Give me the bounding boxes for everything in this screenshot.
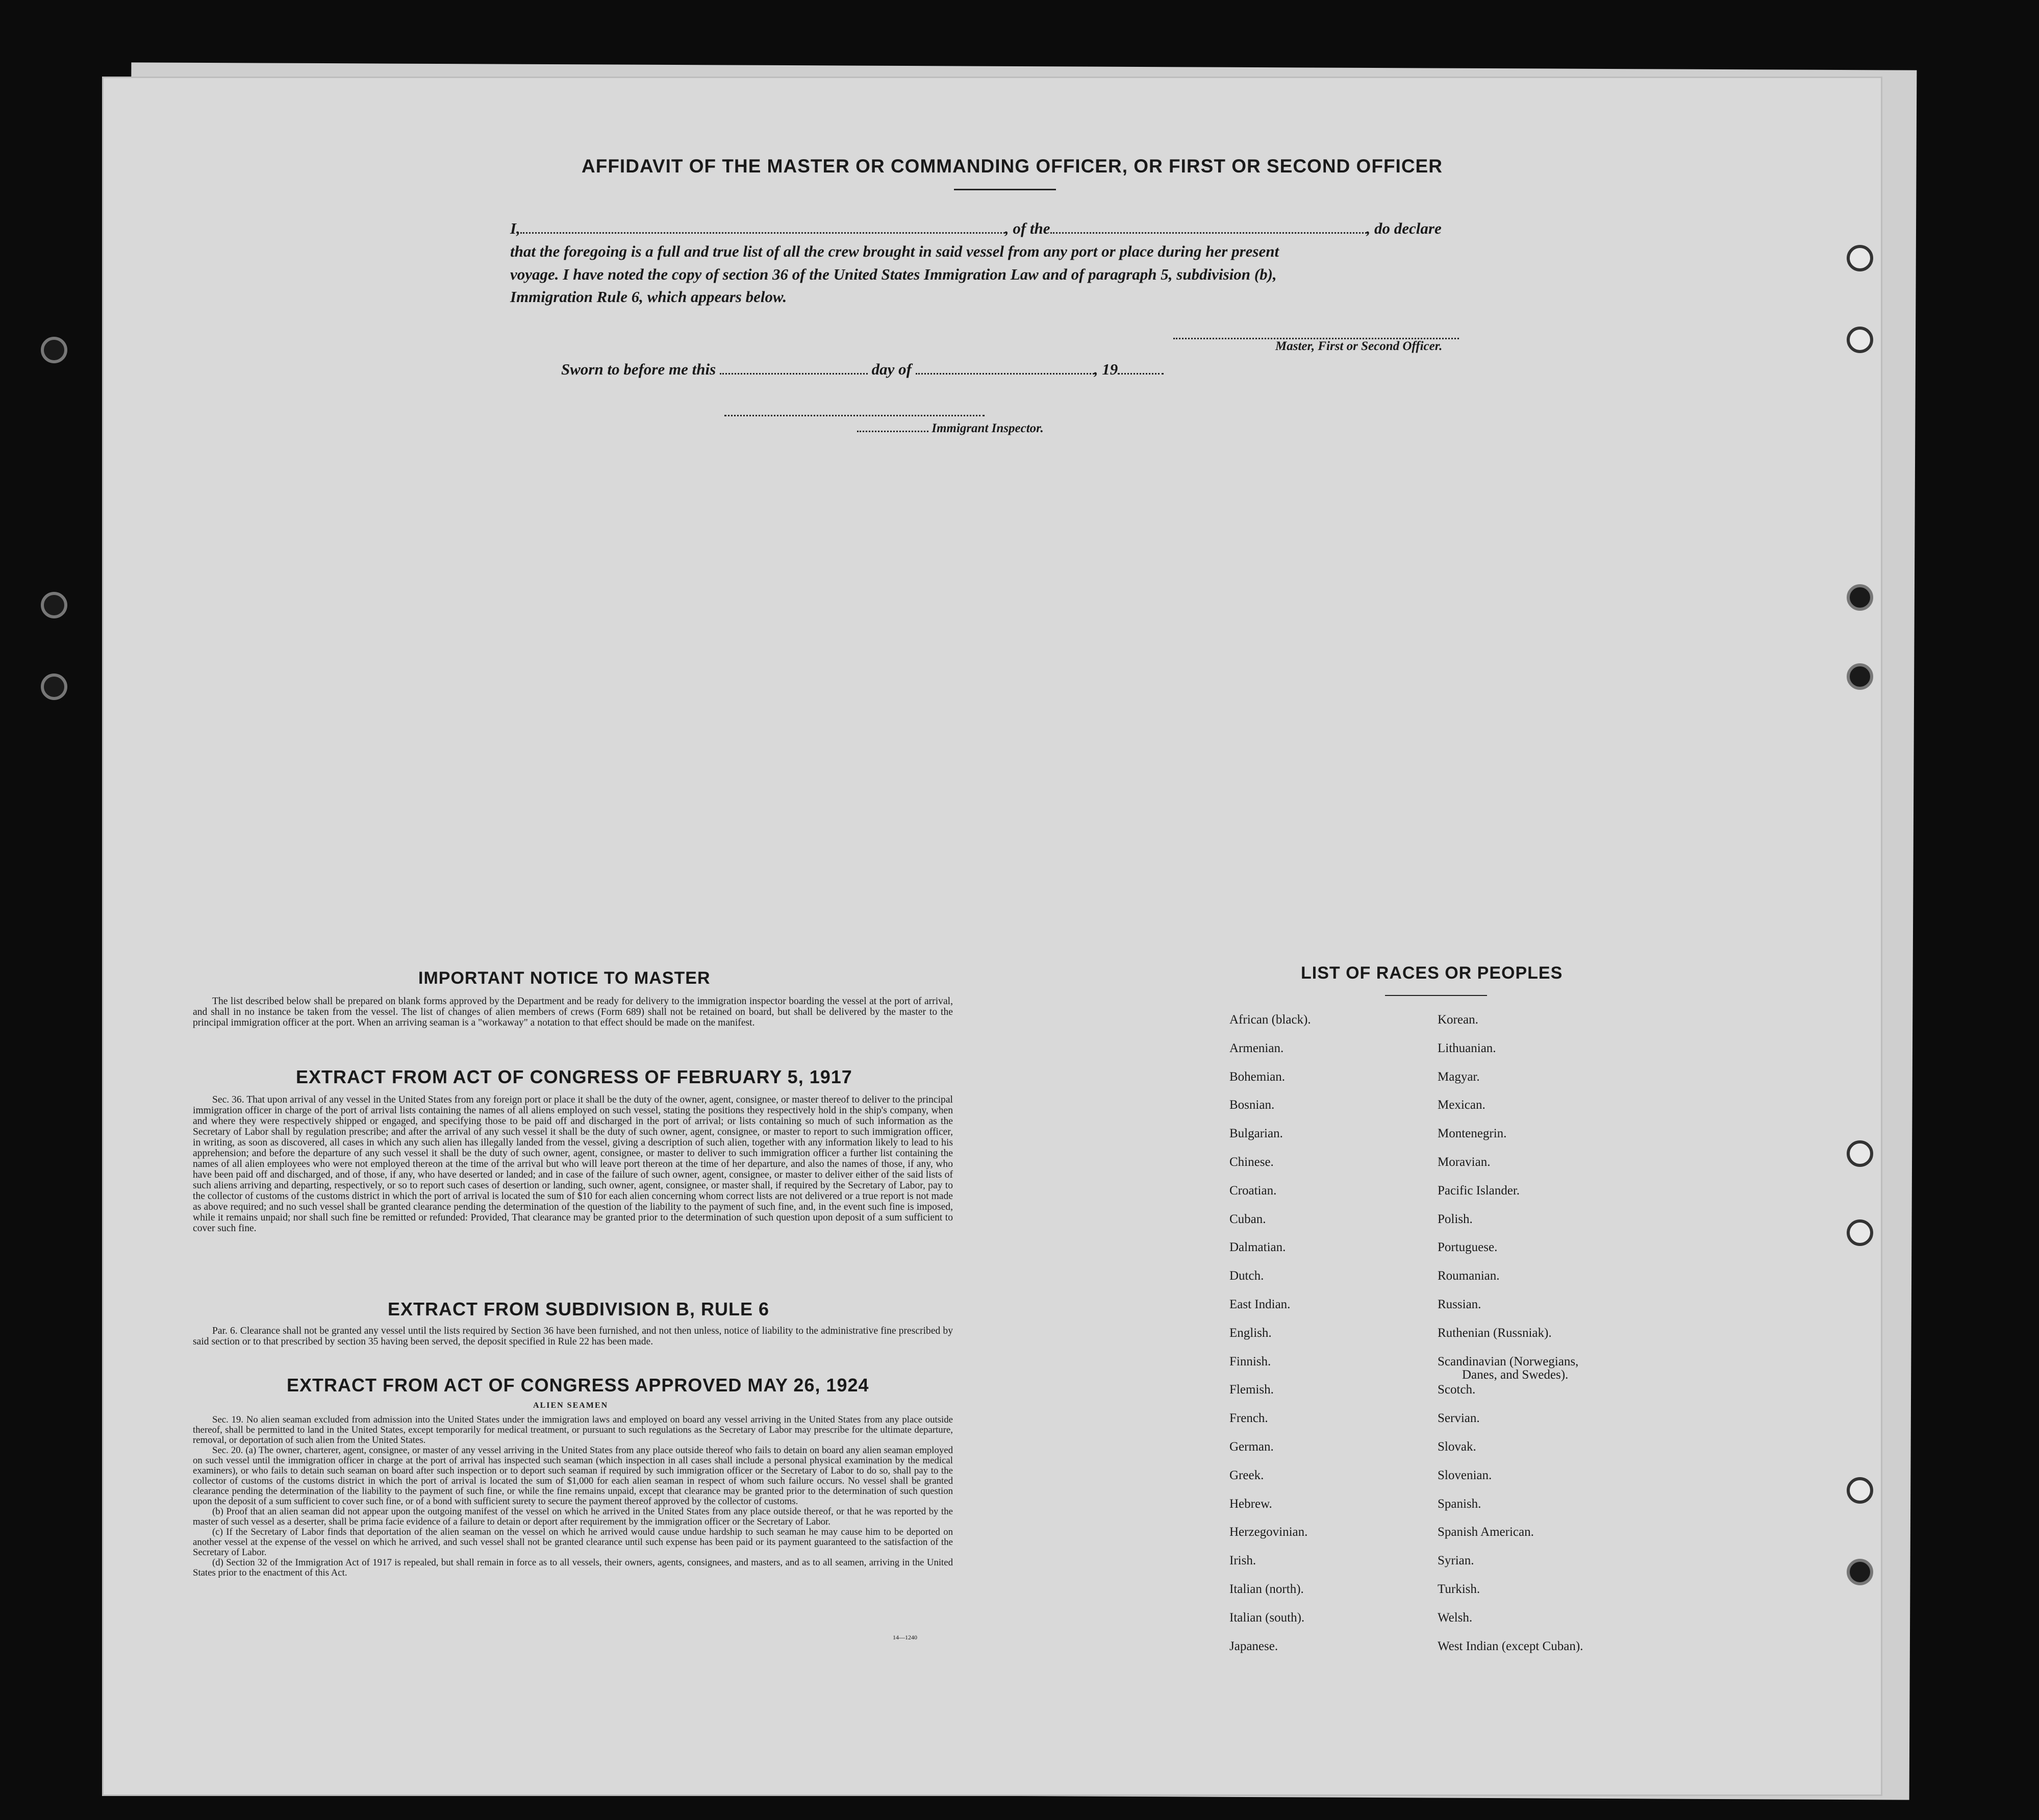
sworn-day-field[interactable] <box>720 363 868 375</box>
race-item: Ruthenian (Russniak). <box>1438 1326 1552 1340</box>
affidavit-line-3: voyage. I have noted the copy of section 36 of the United States Immigration Law and of paragraph 5, subdivision (b), <box>510 265 1277 283</box>
race-item: Bosnian. <box>1229 1098 1275 1112</box>
binder-hole <box>1847 1140 1873 1167</box>
race-item: Magyar. <box>1438 1069 1480 1084</box>
race-item: Italian (north). <box>1229 1582 1304 1596</box>
race-item: Pacific Islander. <box>1438 1183 1520 1198</box>
race-item: Finnish. <box>1229 1354 1271 1368</box>
race-item: Greek. <box>1229 1468 1264 1482</box>
race-item: Cuban. <box>1229 1212 1266 1226</box>
binder-hole <box>1847 663 1873 690</box>
alien-seamen-subhead: ALIEN SEAMEN <box>533 1401 609 1410</box>
race-item: Scandinavian (Norwegians, <box>1438 1354 1579 1368</box>
paragraph-6: Par. 6. Clearance shall not be granted any vessel until the lists required by Section 36 have been furnished, and not then unless, notice of liability to the administrative fine prescribed by said section or to that prescribed by section 35 having been served, the deposit specified in Rule 22 has been made. <box>193 1326 953 1347</box>
extract-1917-title: EXTRACT FROM ACT OF CONGRESS OF FEBRUARY 5, 1917 <box>296 1066 852 1087</box>
race-item: Bulgarian. <box>1229 1127 1283 1141</box>
binder-hole <box>1847 245 1873 271</box>
declare-label: , do declare <box>1366 219 1442 237</box>
race-item: English. <box>1229 1326 1272 1340</box>
notice-text <box>193 996 953 1028</box>
race-item: Croatian. <box>1229 1183 1277 1198</box>
race-item: Servian. <box>1438 1411 1480 1426</box>
race-item: Bohemian. <box>1229 1069 1286 1084</box>
race-item: Dutch. <box>1229 1269 1264 1283</box>
race-item: Moravian. <box>1438 1155 1491 1169</box>
section-19-paragraph: Sec. 19. No alien seaman excluded from admission into the United States under the immigration laws and employed on board any vessel arriving in the United States from any place outside thereof, shall be permitted to land in the United States, except temporarily for medical treatment, or pursuant to such regulations as the Secretary of Labor may prescribe for the ultimate departure, removal, or deportation of such alien from the United States. <box>193 1414 953 1445</box>
master-signature-field[interactable] <box>1173 328 1459 339</box>
race-item: Danes, and Swedes). <box>1462 1367 1569 1382</box>
race-item: Japanese. <box>1229 1639 1278 1653</box>
inspector-label: Immigrant Inspector. <box>932 421 1044 435</box>
race-item: Montenegrin. <box>1438 1127 1507 1141</box>
notice-title: IMPORTANT NOTICE TO MASTER <box>418 968 711 988</box>
year-label: , 19 <box>1094 360 1118 378</box>
binder-hole <box>41 337 67 363</box>
race-item: West Indian (except Cuban). <box>1438 1639 1583 1653</box>
binder-hole <box>41 674 67 700</box>
binder-hole <box>1847 327 1873 353</box>
race-item: German. <box>1229 1440 1274 1454</box>
extract-rule6-title: EXTRACT FROM SUBDIVISION B, RULE 6 <box>388 1299 770 1319</box>
race-item: Roumanian. <box>1438 1269 1500 1283</box>
vessel-name-field[interactable] <box>1050 222 1367 234</box>
binder-hole <box>1847 584 1873 611</box>
race-item: Korean. <box>1438 1013 1478 1027</box>
sworn-year-field[interactable] <box>1118 363 1164 375</box>
day-of-label: day of <box>871 360 912 378</box>
race-item: Lithuanian. <box>1438 1041 1496 1055</box>
binder-hole <box>1847 1559 1873 1585</box>
affidavit-line-1 <box>510 219 1442 238</box>
race-item: East Indian. <box>1229 1298 1291 1311</box>
declarant-name-field[interactable] <box>520 222 1005 234</box>
race-item: Spanish American. <box>1438 1525 1534 1539</box>
binder-hole <box>41 592 67 618</box>
race-item: Italian (south). <box>1229 1610 1305 1625</box>
inspector-field[interactable] <box>857 425 928 432</box>
title-underline <box>954 189 1056 190</box>
race-item: Spanish. <box>1438 1497 1481 1511</box>
extract-1924-title: EXTRACT FROM ACT OF CONGRESS APPROVED MAY 26, 1924 <box>287 1375 869 1395</box>
of-the-label: , of the <box>1004 219 1050 237</box>
race-item: Turkish. <box>1438 1582 1480 1596</box>
extract-1924-text <box>193 1415 953 1578</box>
races-title-underline <box>1385 995 1487 996</box>
affidavit-line-4: Immigration Rule 6, which appears below. <box>510 288 787 306</box>
race-item: Polish. <box>1438 1212 1473 1226</box>
race-item: Syrian. <box>1438 1554 1474 1568</box>
race-item: Russian. <box>1438 1298 1481 1311</box>
race-item: Chinese. <box>1229 1155 1274 1169</box>
sworn-month-field[interactable] <box>916 363 1094 375</box>
binder-hole <box>1847 1219 1873 1246</box>
race-item: Welsh. <box>1438 1610 1473 1625</box>
race-item: Flemish. <box>1229 1383 1274 1397</box>
affidavit-title: AFFIDAVIT OF THE MASTER OR COMMANDING OFFICER, OR FIRST OR SECOND OFFICER <box>582 156 1443 177</box>
affidavit-line-2: that the foregoing is a full and true list of all the crew brought in said vessel from any port or place during her present <box>510 242 1279 260</box>
binder-hole <box>1847 1477 1873 1504</box>
race-item: Slovenian. <box>1438 1468 1492 1482</box>
race-item: African (black). <box>1229 1013 1311 1027</box>
section-20b-paragraph: (b) Proof that an alien seaman did not appear upon the outgoing manifest of the vessel on which he arrived in the United States from any place outside thereof, or that he was reported by the master of such vessel as a deserter, shall be prima facie evidence of a failure to detain or deport after requirement by the immigration officer or the Secretary of Labor. <box>193 1506 953 1527</box>
race-item: Irish. <box>1229 1554 1256 1568</box>
race-item: Dalmatian. <box>1229 1240 1286 1255</box>
sworn-line <box>561 360 1164 379</box>
race-item: Mexican. <box>1438 1098 1486 1112</box>
extract-1917-text <box>193 1094 953 1234</box>
form-number: 14—1240 <box>893 1634 917 1641</box>
race-item: Slovak. <box>1438 1440 1476 1454</box>
race-item: Armenian. <box>1229 1041 1284 1055</box>
race-item: Scotch. <box>1438 1383 1476 1397</box>
race-item: Portuguese. <box>1438 1240 1498 1255</box>
race-item: French. <box>1229 1411 1268 1426</box>
notice-paragraph: The list described below shall be prepared on blank forms approved by the Department and be ready for delivery to the immigration inspector boarding the vessel at the port of arrival, and shall in no instance be taken from the vessel. The list of changes of alien members of crews (Form 689) shall not be retained on board, but shall be delivered by the master to the principal immigration officer at the port. When an arriving seaman is a "workaway" a notation to that effect should be made on the manifest. <box>193 996 953 1028</box>
section-20c-paragraph: (c) If the Secretary of Labor finds that deportation of the alien seaman on the vessel on which he arrived would cause undue hardship to such seaman he may cause him to be deported on another vessel at the expense of the vessel on which he arrived, and such vessel shall not be granted clearance until such expense has been paid or its payment guaranteed to the satisfaction of the Secretary of Labor. <box>193 1527 953 1558</box>
race-item: Hebrew. <box>1229 1497 1272 1511</box>
inspector-line <box>857 421 1044 436</box>
declarant-label: I, <box>510 219 520 237</box>
races-title: LIST OF RACES OR PEOPLES <box>1301 963 1563 983</box>
section-20d-paragraph: (d) Section 32 of the Immigration Act of 1917 is repealed, but shall remain in force as to all vessels, their owners, agents, consignees, and masters, and as to all seamen, arriving in the United States prior to the enactment of this Act. <box>193 1557 953 1578</box>
inspector-signature-field[interactable] <box>724 405 985 416</box>
extract-rule6-text <box>193 1326 953 1347</box>
race-item: Herzegovinian. <box>1229 1525 1308 1539</box>
section-20a-paragraph: Sec. 20. (a) The owner, charterer, agent, consignee, or master of any vessel arriving in the United States from any place outside thereof who fails to detain on board any alien seaman employed on such vessel until the immigration officer in charge at the port of arrival has inspected such seaman (which inspection in all cases shall include a personal physical examination by the medical examiners), or who fails to detain such seaman on board after such inspection or to deport such seaman if required by such immigration officer or the Secretary of Labor to do so, shall pay to the collector of customs of the customs district in which the port of arrival is located the sum of $1,000 for each alien seaman in respect of whom such failure occurs. No vessel shall be granted clearance pending the determination of the liability to the payment of such fine, or while the fine remains unpaid, except that clearance may be granted prior to the determination of such question upon the deposit of a sum sufficient to cover such fine, or of a bond with sufficient surety to secure the payment thereof approved by the collector of customs. <box>193 1445 953 1507</box>
sworn-label: Sworn to before me this <box>561 360 716 378</box>
master-signature-label: Master, First or Second Officer. <box>1275 339 1443 353</box>
section-36-paragraph: Sec. 36. That upon arrival of any vessel in the United States from any foreign port or place it shall be the duty of the owner, agent, consignee, or master thereof to deliver to the principal immigration officer in charge of the port of arrival lists containing the names of all aliens employed on such vessel, stating the positions they respectively hold in the ship's company, when and where they were respectively shipped or engaged, and specifying those to be paid off and discharged in the port of arrival; or lists containing so much of such information as the Secretary of Labor shall by regulation prescribe; and after the arrival of any such vessel it shall be the duty of such owner, agent, consignee, or master to report to such immigration officer, in writing, as soon as discovered, all cases in which any such alien has illegally landed from the vessel, giving a description of such alien, together with any information likely to lead to his apprehension; and before the departure of any such vessel it shall be the duty of such owner, agent, consignee, or master to deliver to such immigration officer a further list containing the names of all alien employees who were not employed thereon at the time of the arrival but who will leave port thereon at the time of her departure, and also the names of those, if any, who have been paid off and discharged, and of those, if any, who have deserted or landed; and in case of the failure of such owner, agent, consignee, or master to deliver either of the said lists of such aliens arriving and departing, respectively, or so to report such cases of desertion or landing, such owner, agent, consignee, or master shall, if required by the Secretary of Labor, pay to the collector of customs of the customs district in which the port of arrival is located the sum of $10 for each alien concerning whom correct lists are not delivered or a true report is not made as above required; and no such vessel shall be granted clearance pending the determination of the question of the liability to the payment of such fine, and, in the event such fine is imposed, while it remains unpaid; nor shall such fine be remitted or refunded: Provided, That clearance may be granted prior to the determination of such question upon deposit of a sum sufficient to cover such fine. <box>193 1094 953 1234</box>
